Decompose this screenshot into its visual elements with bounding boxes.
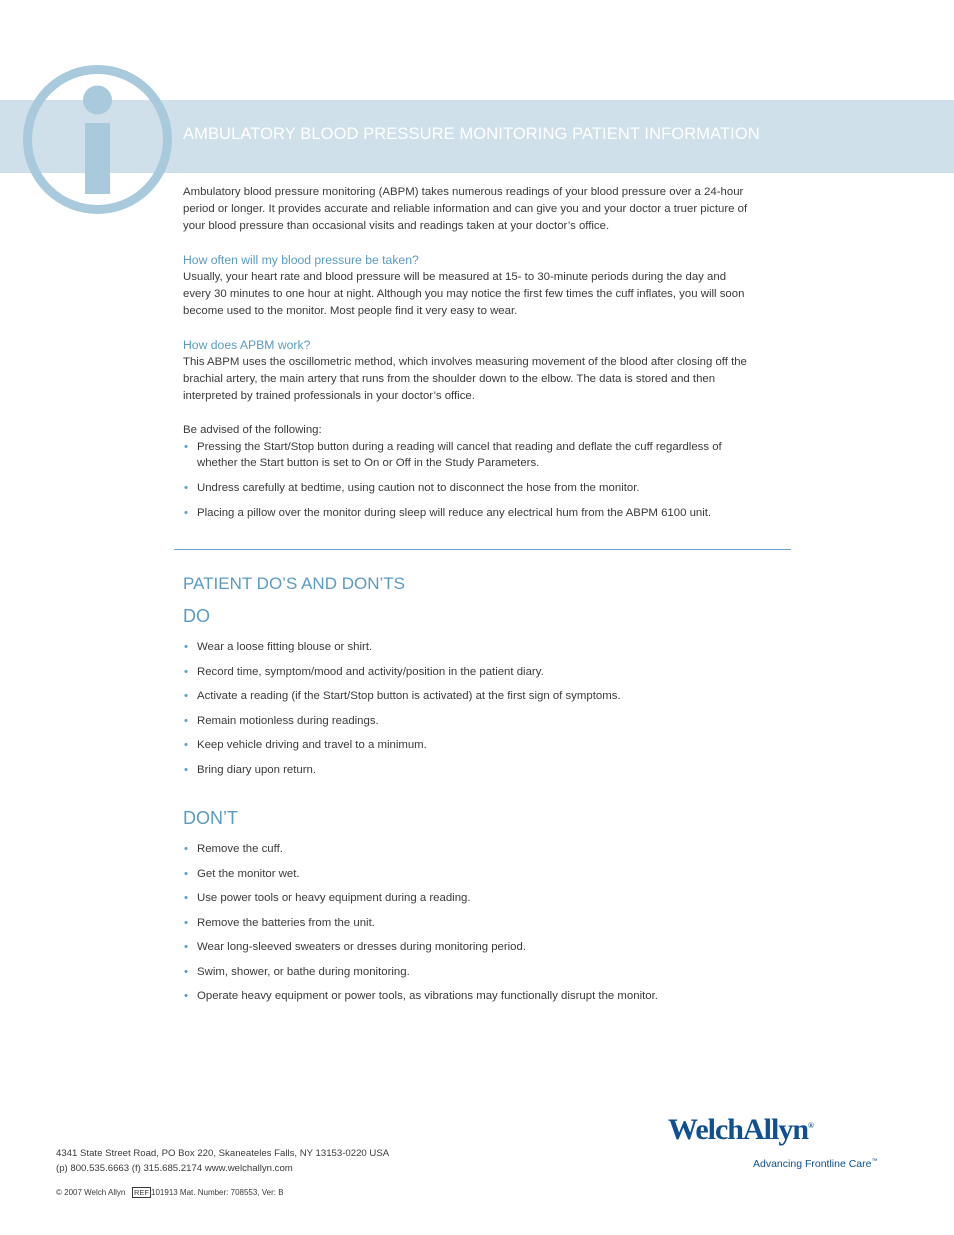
dont-list <box>183 841 783 1013</box>
intro-paragraph: Ambulatory blood pressure monitoring (ABPM) takes numerous readings of your blood pressure over a 24-hour period or longer. It provides accurate and reliable information and can give you and your doctor a truer picture of your blood pressure than occasional visits and readings taken at your doctor’s office. <box>183 186 748 232</box>
list-item: • Swim, shower, or bathe during monitoring. <box>183 964 783 989</box>
list-item: • Record time, symptom/mood and activity/position in the patient diary. <box>183 664 783 689</box>
ref-number: 101913 Mat. Number: 708553, Ver: B <box>151 1188 284 1197</box>
logo-text: WelchAllyn <box>668 1113 809 1146</box>
brand-tagline <box>753 1158 877 1170</box>
list-item: • Remove the cuff. <box>183 841 783 866</box>
tagline-text: Advancing Frontline Care <box>753 1158 872 1170</box>
list-item: • Undress carefully at bedtime, using caution not to disconnect the hose from the monitor. <box>183 480 753 496</box>
footer-address-block <box>56 1146 389 1176</box>
faq-question: How does APBM work? <box>183 338 311 352</box>
page-title: AMBULATORY BLOOD PRESSURE MONITORING PATIENT INFORMATION <box>183 125 760 143</box>
faq-answer: Usually, your heart rate and blood pressure will be measured at 15- to 30-minute periods during the day and every 30 minutes to one hour at night. Although you may notice the first few times the cuff inflates, you will soon become used to the monitor. Most people find it very easy to wear. <box>183 271 745 317</box>
list-item: • Remove the batteries from the unit. <box>183 915 783 940</box>
list-item: • Remain motionless during readings. <box>183 713 783 738</box>
registered-mark: ® <box>808 1121 814 1130</box>
trademark-mark: ™ <box>871 1158 878 1165</box>
list-item: • Bring diary upon return. <box>183 762 783 787</box>
do-list <box>183 639 783 786</box>
section-divider <box>174 549 791 550</box>
info-icon <box>20 62 175 217</box>
copyright-text: © 2007 Welch Allyn <box>56 1188 126 1197</box>
list-item: • Get the monitor wet. <box>183 866 783 891</box>
welch-allyn-logo <box>668 1113 814 1147</box>
faq-question: How often will my blood pressure be taken? <box>183 253 419 267</box>
footer-copyright <box>56 1187 284 1198</box>
dont-heading: DON’T <box>183 808 238 828</box>
advised-lead: Be advised of the following: <box>183 424 322 436</box>
list-item: • Wear a loose fitting blouse or shirt. <box>183 639 783 664</box>
do-heading: DO <box>183 606 210 626</box>
main-content <box>183 184 753 530</box>
advised-list <box>183 439 753 521</box>
list-item: • Placing a pillow over the monitor during sleep will reduce any electrical hum from the ABPM 6100 unit. <box>183 505 753 521</box>
footer-address: 4341 State Street Road, PO Box 220, Skaneateles Falls, NY 13153-0220 USA <box>56 1148 390 1159</box>
list-item: • Use power tools or heavy equipment during a reading. <box>183 890 783 915</box>
list-item: • Operate heavy equipment or power tools, as vibrations may functionally disrupt the monitor. <box>183 988 783 1013</box>
list-item: • Keep vehicle driving and travel to a minimum. <box>183 737 783 762</box>
list-item: • Activate a reading (if the Start/Stop button is activated) at the first sign of symptoms. <box>183 688 783 713</box>
list-item: • Pressing the Start/Stop button during a reading will cancel that reading and deflate the cuff regardless of whether the Start button is set to On or Off in the Study Parameters. <box>183 439 753 471</box>
ref-badge: REF <box>134 1188 150 1197</box>
footer-contact: (p) 800.535.6663 (f) 315.685.2174 www.welchallyn.com <box>56 1163 293 1174</box>
dos-donts-title: PATIENT DO’S AND DON’TS <box>183 574 405 593</box>
faq-answer: This ABPM uses the oscillometric method, which involves measuring movement of the blood after closing off the brachial artery, the main artery that runs from the shoulder down to the elbow. The data is stored and then interpreted by trained professionals in your doctor’s office. <box>183 356 747 402</box>
list-item: • Wear long-sleeved sweaters or dresses during monitoring period. <box>183 939 783 964</box>
